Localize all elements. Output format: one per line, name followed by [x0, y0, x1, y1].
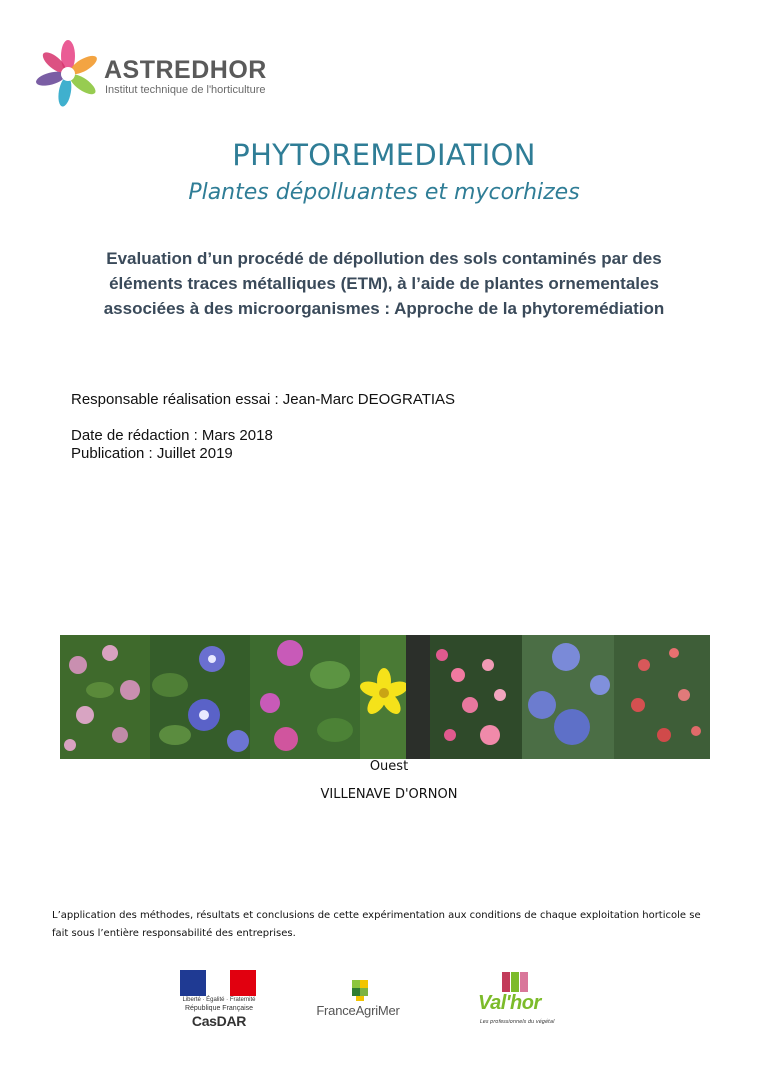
valhor-name: Val'hor: [478, 992, 541, 1014]
heading-line: associées à des microorganismes : Approche de la phytoremédiation: [103, 299, 665, 318]
valhor-icon: [476, 970, 556, 994]
flower-photo-yellow: [360, 635, 430, 759]
astredhor-logo: [32, 38, 282, 110]
flower-photo-pink-small: [430, 635, 522, 759]
org-name: ASTREDHOR: [104, 56, 267, 84]
republique-motto: Liberté · Égalité · Fraternité: [182, 997, 256, 1003]
french-flag-icon: [180, 970, 256, 996]
location-region: Ouest: [369, 759, 409, 774]
flower-logo-icon: [32, 38, 104, 110]
heading-line: Evaluation d’un procédé de dépollution des sols contaminés par des: [106, 249, 662, 268]
flower-photo-red-spiky: [614, 635, 710, 759]
flower-photo-geranium-magenta: [250, 635, 360, 759]
org-subtitle: Institut technique de l'horticulture: [105, 84, 266, 96]
location-city: VILLENAVE D'ORNON: [320, 787, 458, 802]
page-title: PHYTOREMEDIATION: [232, 138, 536, 172]
franceagrimer-name: FranceAgriMer: [316, 1003, 400, 1018]
date-redaction-line: Date de rédaction : Mars 2018: [71, 427, 273, 444]
page-subtitle: Plantes dépolluantes et mycorhizes: [188, 180, 580, 205]
republique-francaise-casdar-logo: [180, 970, 258, 1032]
republique-name: République Française: [184, 1005, 254, 1012]
responsable-line: Responsable réalisation essai : Jean-Marc DEOGRATIAS: [71, 391, 456, 408]
study-heading: [60, 246, 708, 321]
casdar-name: CasDAR: [191, 1013, 247, 1029]
franceagrimer-logo: [308, 978, 408, 1024]
valhor-tagline: Les professionnels du végétal: [480, 1019, 555, 1025]
flower-photo-blue-ball: [522, 635, 614, 759]
flower-photo-geranium-blue: [150, 635, 250, 759]
disclaimer-line: L’application des méthodes, résultats et conclusions de cette expérimentation aux conditions de chaque exploitation horticole se: [52, 910, 701, 921]
heading-line: éléments traces métalliques (ETM), à l’aide de plantes ornementales: [109, 274, 659, 293]
disclaimer-line: fait sous l’entière responsabilité des entreprises.: [52, 928, 296, 939]
valhor-logo: [476, 970, 556, 1032]
disclaimer: [52, 907, 712, 943]
franceagrimer-icon: [308, 978, 408, 1002]
flower-banner-image: [60, 635, 710, 759]
publication-line: Publication : Juillet 2019: [71, 445, 233, 462]
flower-photo-geranium-pink: [60, 635, 150, 759]
